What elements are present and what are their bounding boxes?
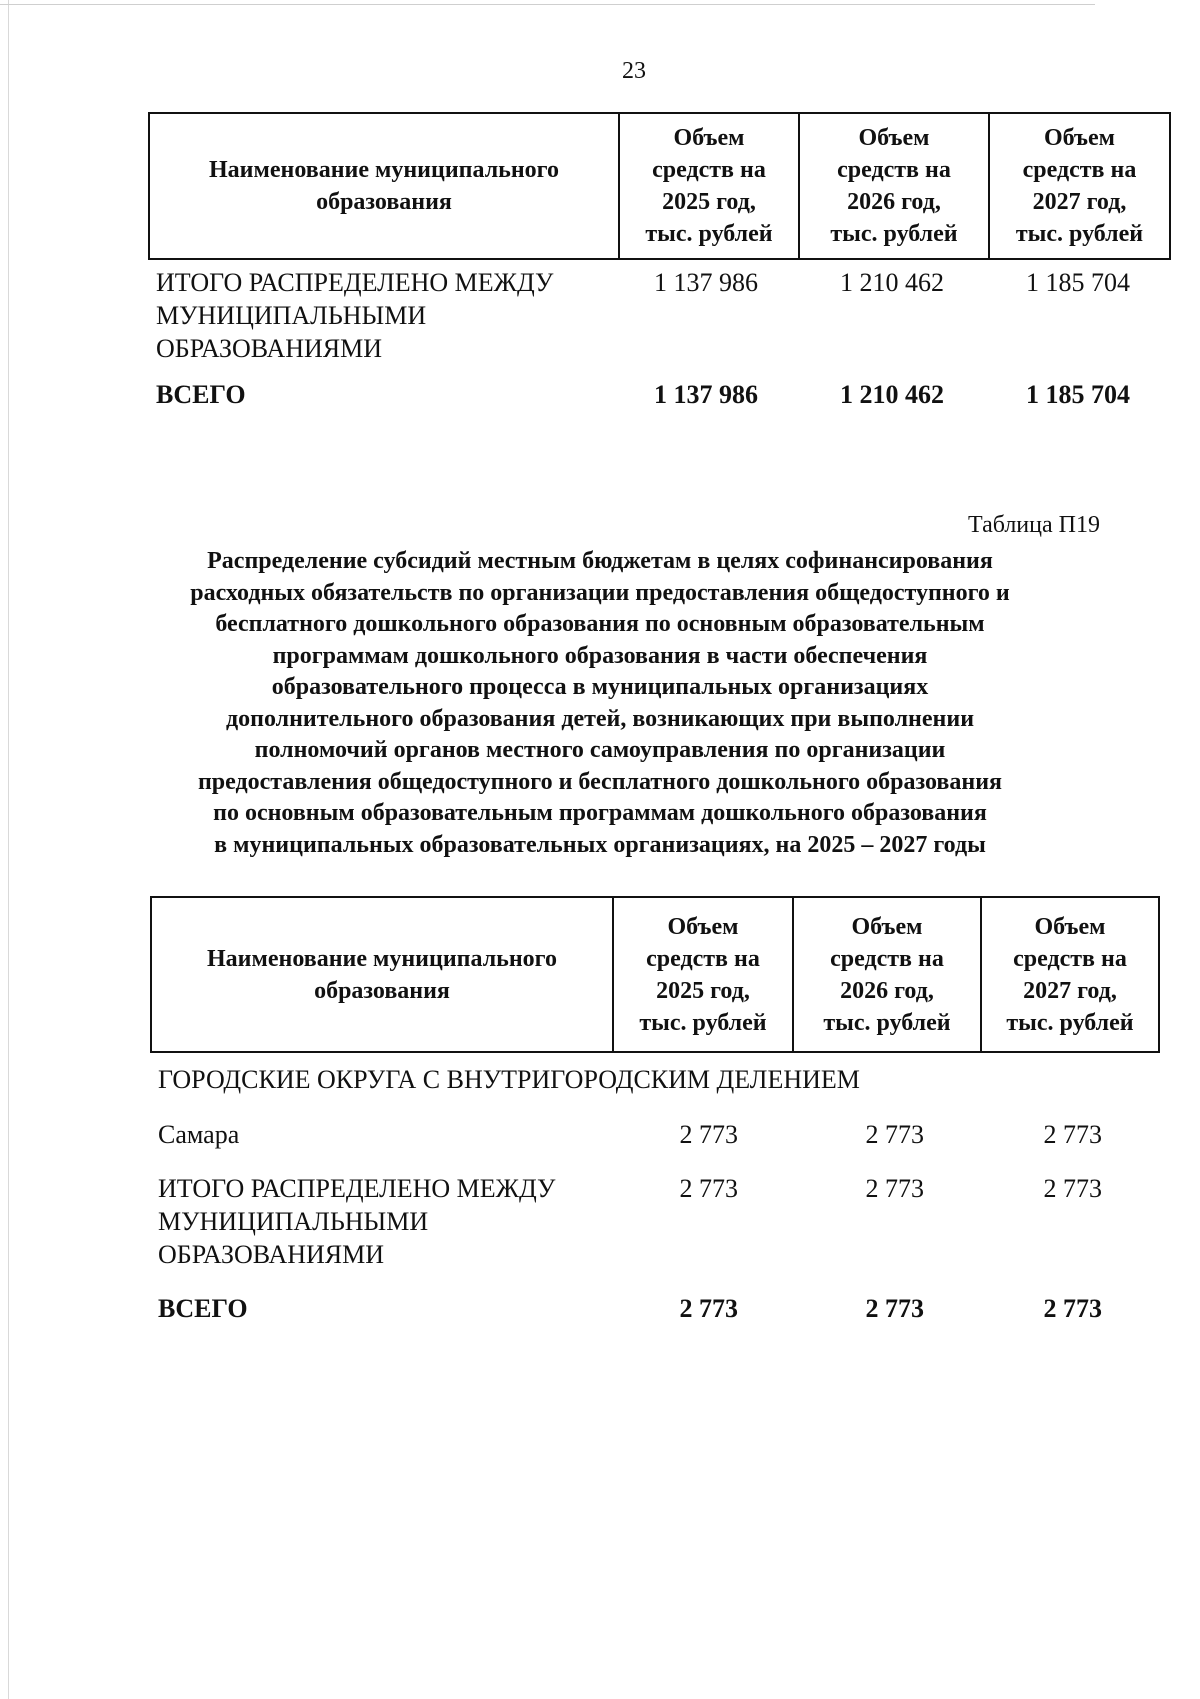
row-name <box>156 266 606 365</box>
table-title <box>100 546 1100 861</box>
row-name: ВСЕГО <box>158 1294 248 1323</box>
row-name <box>158 1172 608 1271</box>
value-2025: 1 137 986 <box>654 268 758 297</box>
header-line: 2025 год, <box>656 977 750 1004</box>
header-name-col <box>151 897 613 1052</box>
value-2025: 2 773 <box>679 1174 738 1203</box>
header-col-2025 <box>613 897 793 1052</box>
value-2026: 2 773 <box>865 1174 924 1203</box>
row-name-line: ОБРАЗОВАНИЯМИ <box>156 334 383 363</box>
row-name-line: ИТОГО РАСПРЕДЕЛЕНО МЕЖДУ <box>158 1174 556 1203</box>
header-line: тыс. рублей <box>830 221 958 247</box>
header-line: средств на <box>646 945 760 972</box>
value-2025: 2 773 <box>679 1120 738 1149</box>
row-name: ВСЕГО <box>156 380 246 409</box>
header-line: средств на <box>1022 157 1137 183</box>
scan-edge-left <box>8 0 9 1699</box>
scan-edge-top <box>0 4 1095 5</box>
header-line: тыс. рублей <box>645 221 773 247</box>
header-col-2026 <box>799 113 989 259</box>
group-heading: ГОРОДСКИЕ ОКРУГА С ВНУТРИГОРОДСКИМ ДЕЛЕНИЕМ <box>158 1065 860 1094</box>
title-line: Распределение субсидий местным бюджетам в целях софинансирования <box>207 548 993 574</box>
header-line: средств на <box>830 945 944 972</box>
header-line: Объем <box>851 913 923 940</box>
value-2027: 2 773 <box>1043 1120 1102 1149</box>
value-2027: 1 185 704 <box>1026 268 1130 297</box>
header-line: 2026 год, <box>840 977 934 1004</box>
title-line: бесплатного дошкольного образования по основным образовательным <box>215 611 985 637</box>
header-line: Объем <box>1043 125 1116 151</box>
header-line: средств на <box>1013 945 1127 972</box>
header-line: Объем <box>858 125 930 151</box>
header-line: 2026 год, <box>847 189 941 215</box>
title-line: полномочий органов местного самоуправления по организации <box>254 737 946 763</box>
title-line: программам дошкольного образования в части обеспечения <box>272 642 928 669</box>
header-line: 2027 год, <box>1023 977 1117 1004</box>
value-2026: 1 210 462 <box>840 268 944 297</box>
row-name: Самара <box>158 1120 240 1149</box>
row-name-line: ИТОГО РАСПРЕДЕЛЕНО МЕЖДУ <box>156 268 554 297</box>
page-number: 23 <box>622 58 646 84</box>
header-col-2027 <box>981 897 1159 1052</box>
header-name-line: образования <box>314 977 450 1004</box>
header-name-line: Наименование муниципального <box>207 945 557 972</box>
title-line: по основным образовательным программам дошкольного образования <box>213 800 987 826</box>
header-line: средств на <box>837 157 951 183</box>
title-line: в муниципальных образовательных организациях, на 2025 – 2027 годы <box>214 831 986 858</box>
value-2025: 2 773 <box>679 1294 738 1323</box>
header-line: тыс. рублей <box>1006 1009 1134 1036</box>
table-label: Таблица П19 <box>968 512 1100 538</box>
title-line: расходных обязательств по организации предоставления общедоступного и <box>190 579 1010 606</box>
header-line: тыс. рублей <box>639 1009 767 1036</box>
header-col-2026 <box>793 897 981 1052</box>
row-name-line: ОБРАЗОВАНИЯМИ <box>158 1240 385 1269</box>
row-name-line: МУНИЦИПАЛЬНЫМИ <box>156 301 427 330</box>
value-2027: 2 773 <box>1043 1294 1102 1323</box>
header-line: Объем <box>673 125 745 151</box>
title-line: дополнительного образования детей, возникающих при выполнении <box>225 705 975 732</box>
row-name-line: МУНИЦИПАЛЬНЫМИ <box>158 1207 429 1236</box>
header-line: тыс. рублей <box>823 1009 951 1036</box>
header-line: Объем <box>1034 913 1106 940</box>
header-name-col <box>149 113 619 259</box>
header-line: тыс. рублей <box>1015 221 1144 247</box>
value-2026: 2 773 <box>865 1120 924 1149</box>
value-2025: 1 137 986 <box>654 380 758 409</box>
title-line: предоставления общедоступного и бесплатного дошкольного образования <box>197 768 1003 795</box>
header-line: 2025 год, <box>662 189 756 215</box>
header-name-line: образования <box>316 189 452 215</box>
header-col-2027 <box>989 113 1170 259</box>
value-2027: 2 773 <box>1043 1174 1102 1203</box>
header-line: Объем <box>667 913 739 940</box>
header-line: средств на <box>652 157 766 183</box>
title-line: образовательного процесса в муниципальных организациях <box>271 674 929 700</box>
table1-header <box>148 112 1171 260</box>
header-line: 2027 год, <box>1032 189 1127 215</box>
value-2026: 2 773 <box>865 1294 924 1323</box>
value-2027: 1 185 704 <box>1026 380 1130 409</box>
value-2026: 1 210 462 <box>840 380 944 409</box>
header-col-2025 <box>619 113 799 259</box>
header-name-line: Наименование муниципального <box>209 157 559 183</box>
table2-header <box>150 896 1160 1053</box>
